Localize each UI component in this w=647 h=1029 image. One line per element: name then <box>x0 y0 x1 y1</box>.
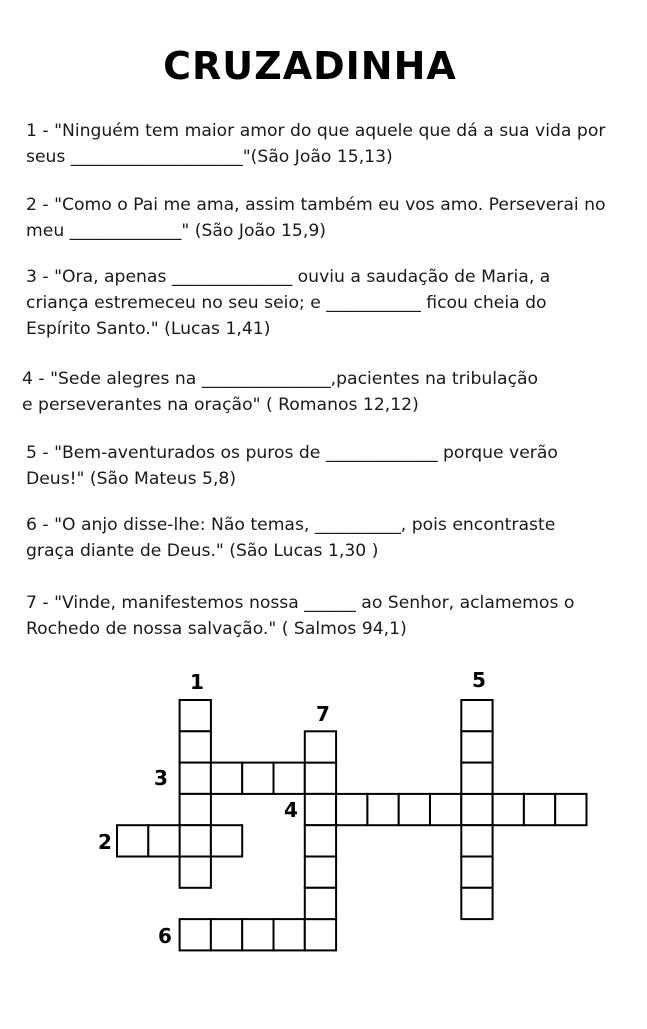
crossword-cell[interactable] <box>242 763 273 794</box>
crossword-cell[interactable] <box>180 731 211 762</box>
crossword-cell[interactable] <box>305 857 336 888</box>
crossword-cell[interactable] <box>211 825 242 856</box>
clue-2-line-2: meu _____________" (São João 15,9) <box>26 221 326 241</box>
crossword-cell[interactable] <box>180 763 211 794</box>
crossword-number-3: 3 <box>154 766 168 790</box>
crossword-cell[interactable] <box>461 700 492 731</box>
crossword-cell[interactable] <box>180 857 211 888</box>
clue-7-line-2: Rochedo de nossa salvação." ( Salmos 94,1) <box>26 619 407 639</box>
crossword-number-4: 4 <box>284 798 298 822</box>
crossword-number-2: 2 <box>98 830 112 854</box>
crossword-cell[interactable] <box>305 825 336 856</box>
clue-3-line-2: criança estremeceu no seu seio; e ___________ ficou cheia do <box>26 293 547 313</box>
page-title: CRUZADINHA <box>163 44 457 88</box>
clue-3-line-3: Espírito Santo." (Lucas 1,41) <box>26 319 271 339</box>
crossword-cell[interactable] <box>555 794 586 825</box>
crossword-number-6: 6 <box>158 924 172 948</box>
crossword-cell[interactable] <box>305 794 336 825</box>
crossword-cell[interactable] <box>461 825 492 856</box>
crossword-number-7: 7 <box>316 702 330 726</box>
crossword-cell[interactable] <box>180 700 211 731</box>
crossword-cell[interactable] <box>524 794 555 825</box>
crossword-cell[interactable] <box>367 794 398 825</box>
crossword-cell[interactable] <box>148 825 179 856</box>
clue-5-line-1: 5 - "Bem-aventurados os puros de _____________ porque verão <box>26 443 558 463</box>
clue-2-line-1: 2 - "Como o Pai me ama, assim também eu vos amo. Perseverai no <box>26 195 606 215</box>
clue-4-line-1: 4 - "Sede alegres na _______________,pacientes na tribulação <box>22 369 539 389</box>
crossword-number-5: 5 <box>472 668 486 692</box>
crossword-cell[interactable] <box>305 888 336 919</box>
crossword-cell[interactable] <box>180 825 211 856</box>
crossword-cell[interactable] <box>430 794 461 825</box>
clue-1-line-1: 1 - "Ninguém tem maior amor do que aquele que dá a sua vida por <box>26 121 606 141</box>
clue-6-line-2: graça diante de Deus." (São Lucas 1,30 ) <box>26 541 379 561</box>
crossword-cell[interactable] <box>211 763 242 794</box>
crossword-cell[interactable] <box>461 763 492 794</box>
crossword-cell[interactable] <box>305 731 336 762</box>
crossword-cell[interactable] <box>305 919 336 950</box>
clue-1-line-2: seus ____________________"(São João 15,13) <box>26 147 393 167</box>
crossword-cell[interactable] <box>274 763 305 794</box>
crossword-number-1: 1 <box>190 670 204 694</box>
crossword-cell[interactable] <box>305 763 336 794</box>
clue-3-line-1: 3 - "Ora, apenas ______________ ouviu a saudação de Maria, a <box>26 267 551 287</box>
crossword-cell[interactable] <box>211 919 242 950</box>
crossword-cell[interactable] <box>493 794 524 825</box>
crossword-cell[interactable] <box>180 794 211 825</box>
crossword-cell[interactable] <box>399 794 430 825</box>
clue-6-line-1: 6 - "O anjo disse-lhe: Não temas, __________, pois encontraste <box>26 515 556 535</box>
crossword-cell[interactable] <box>461 731 492 762</box>
crossword-cell[interactable] <box>117 825 148 856</box>
crossword-cell[interactable] <box>180 919 211 950</box>
crossword-cell[interactable] <box>242 919 273 950</box>
crossword-cell[interactable] <box>336 794 367 825</box>
crossword-cell[interactable] <box>461 888 492 919</box>
clue-7-line-1: 7 - "Vinde, manifestemos nossa ______ ao Senhor, aclamemos o <box>26 593 575 613</box>
crossword-cell[interactable] <box>461 794 492 825</box>
crossword-cell[interactable] <box>274 919 305 950</box>
clue-5-line-2: Deus!" (São Mateus 5,8) <box>26 469 237 489</box>
clue-4-line-2: e perseverantes na oração" ( Romanos 12,12) <box>22 395 419 415</box>
crossword-cell[interactable] <box>461 857 492 888</box>
